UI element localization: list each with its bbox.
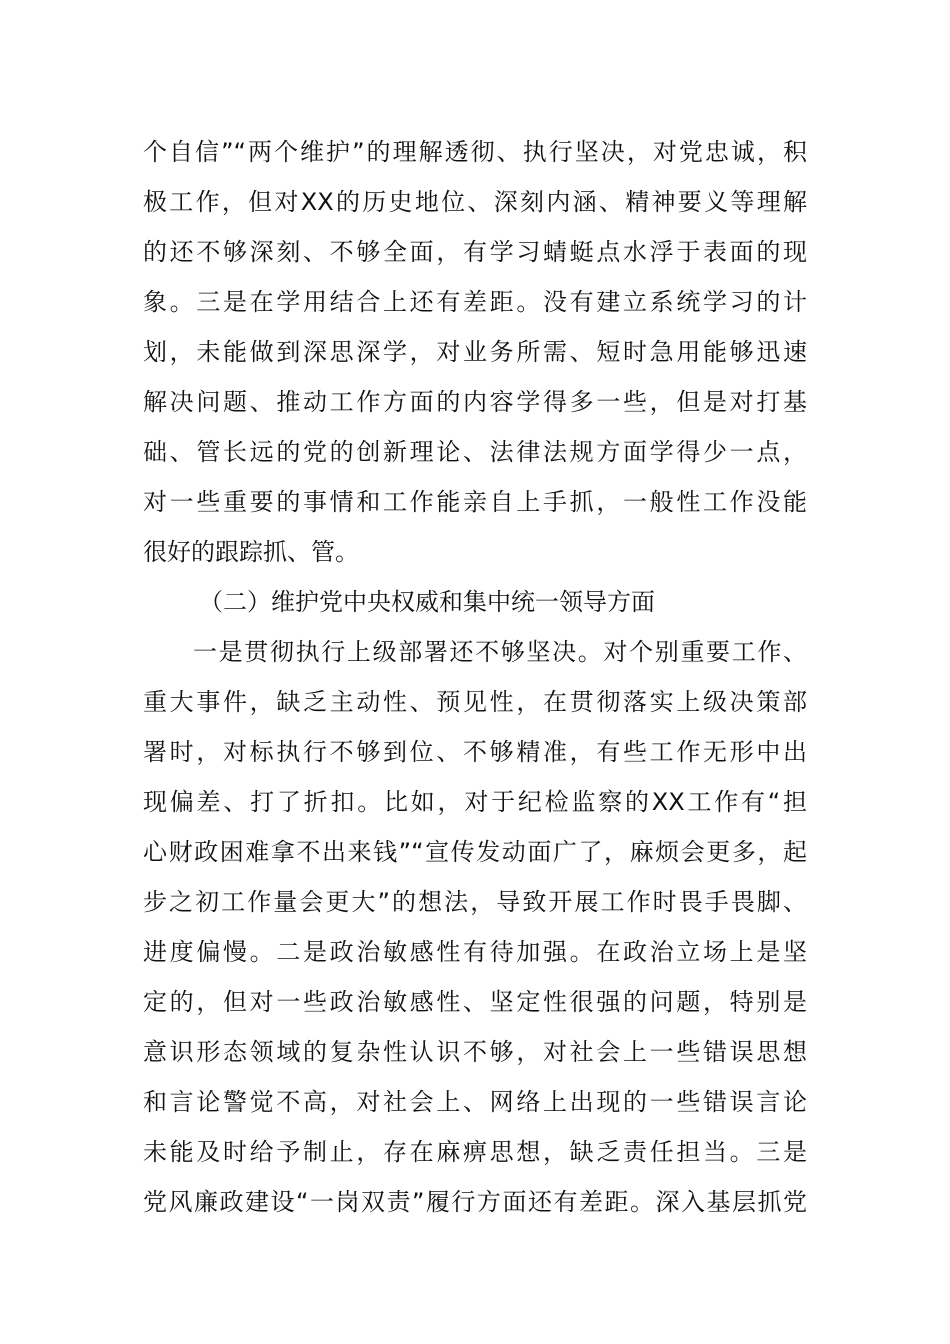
document-body	[143, 127, 807, 1227]
text-line: 步之初工作量会更大”的想法，导致开展工作时畏手畏脚、	[143, 888, 807, 916]
text-line: 定的，但对一些政治敏感性、坚定性很强的问题，特别是	[143, 988, 807, 1016]
text-line: 个自信”“两个维护”的理解透彻、执行坚决，对党忠诚，积	[143, 138, 807, 166]
text-line: 进度偏慢。二是政治敏感性有待加强。在政治立场上是坚	[143, 938, 807, 966]
text-line: 一是贯彻执行上级部署还不够坚决。对个别重要工作、	[193, 638, 807, 666]
text-line: 很好的跟踪抓、管。	[143, 538, 359, 566]
text-line: 解决问题、推动工作方面的内容学得多一些，但是对打基	[143, 388, 807, 416]
text-line: 极工作，但对XX的历史地位、深刻内涵、精神要义等理解	[143, 188, 807, 216]
text-line: 心财政困难拿不出来钱”“宣传发动面广了，麻烦会更多，起	[143, 838, 807, 866]
text-line: 未能及时给予制止，存在麻痹思想，缺乏责任担当。三是	[143, 1138, 807, 1166]
text-line: 对一些重要的事情和工作能亲自上手抓，一般性工作没能	[143, 488, 807, 516]
text-line: 和言论警觉不高，对社会上、网络上出现的一些错误言论	[143, 1088, 807, 1116]
text-line: 础、管长远的党的创新理论、法律法规方面学得少一点，	[143, 438, 807, 466]
text-line: 党风廉政建设“一岗双责”履行方面还有差距。深入基层抓党	[143, 1188, 807, 1216]
text-line: 的还不够深刻、不够全面，有学习蜻蜓点水浮于表面的现	[143, 238, 807, 266]
text-line: 划，未能做到深思深学，对业务所需、短时急用能够迅速	[143, 338, 807, 366]
text-line: 现偏差、打了折扣。比如，对于纪检监察的XX工作有“担	[143, 788, 807, 816]
text-line: 署时，对标执行不够到位、不够精准，有些工作无形中出	[143, 738, 807, 766]
text-line: 意识形态领域的复杂性认识不够，对社会上一些错误思想	[143, 1038, 807, 1066]
text-line: 重大事件，缺乏主动性、预见性，在贯彻落实上级决策部	[143, 688, 807, 716]
section-heading: （二）维护党中央权威和集中统一领导方面	[199, 588, 655, 616]
text-line: 象。三是在学用结合上还有差距。没有建立系统学习的计	[143, 288, 807, 316]
